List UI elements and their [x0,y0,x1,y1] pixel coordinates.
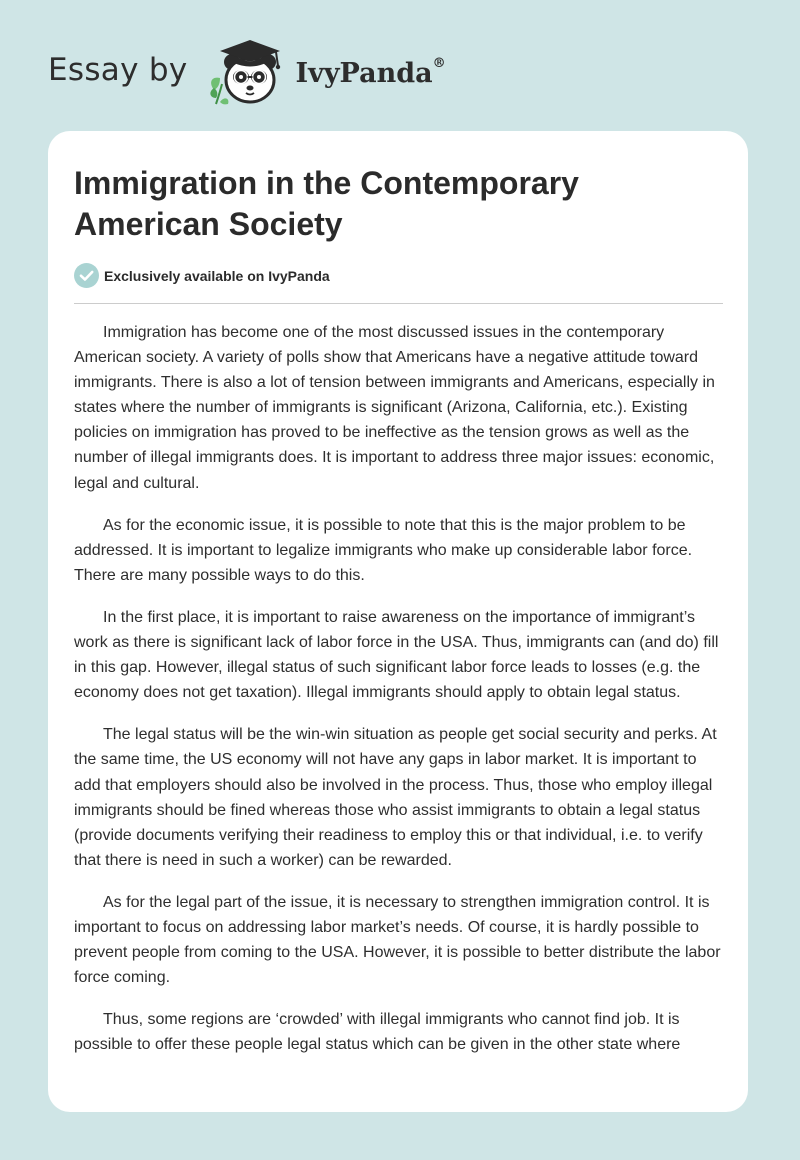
exclusive-badge [74,263,330,288]
ivypanda-logo-icon[interactable] [206,36,292,108]
divider [74,303,723,304]
essay-card [48,131,748,1112]
essay-body [74,320,724,1074]
paragraph: As for the economic issue, it is possible to note that this is the major problem to be addressed. It is important to legalize immigrants who make up considerable labor force. There are many possible ways to do this. [74,516,693,584]
check-circle-icon [74,263,99,288]
paragraph: In the first place, it is important to raise awareness on the importance of immigrant’s work as there is significant lack of labor force in the USA. Thus, immigrants can (and do) fill in this gap. However, illegal status of such significant labor force leads to losses (e.g. the economy does not get taxation). Illegal immigrants should apply to obtain legal status. [74,608,719,702]
paragraph: As for the legal part of the issue, it is necessary to strengthen immigration control. It is important to focus on addressing labor market’s needs. Of course, it is hardly possible to prevent people from coming to the USA. However, it is possible to better distribute the labor force coming. [74,893,721,987]
essay-by-label: Essay by [48,52,188,88]
page-title: Immigration in the Contemporary American Society [74,165,579,242]
paragraph: Immigration has become one of the most discussed issues in the contemporary American society. A variety of polls show that Americans have a negative attitude toward immigrants. There is also a lot of tension between immigrants and Americans, especially in states where the number of immigrants is significant (Arizona, California, etc.). Existing policies on immigration has proved to be ineffective as the tension grows as well as the number of illegal immigrants does. It is important to address three major issues: economic, legal and cultural. [74,324,715,492]
paragraph: Thus, some regions are ‘crowded’ with illegal immigrants who cannot find job. It is possible to offer these people legal status which can be given in the other state where [74,1011,681,1054]
exclusive-badge-label: Exclusively available on IvyPanda [104,267,330,284]
paragraph: The legal status will be the win-win situation as people get social security and perks. At the same time, the US economy will not have any gaps in labor market. It is important to add that employers should also be involved in the process. Thus, those who employ illegal immigrants should be fined whereas those who assist immigrants to obtain a legal status (provide documents verifying their readiness to employ this or that individual, i.e. to verify that there is need in such a worker) can be rewarded. [74,726,717,869]
brand-name[interactable]: IvyPanda® [295,55,446,89]
site-header [48,36,446,108]
